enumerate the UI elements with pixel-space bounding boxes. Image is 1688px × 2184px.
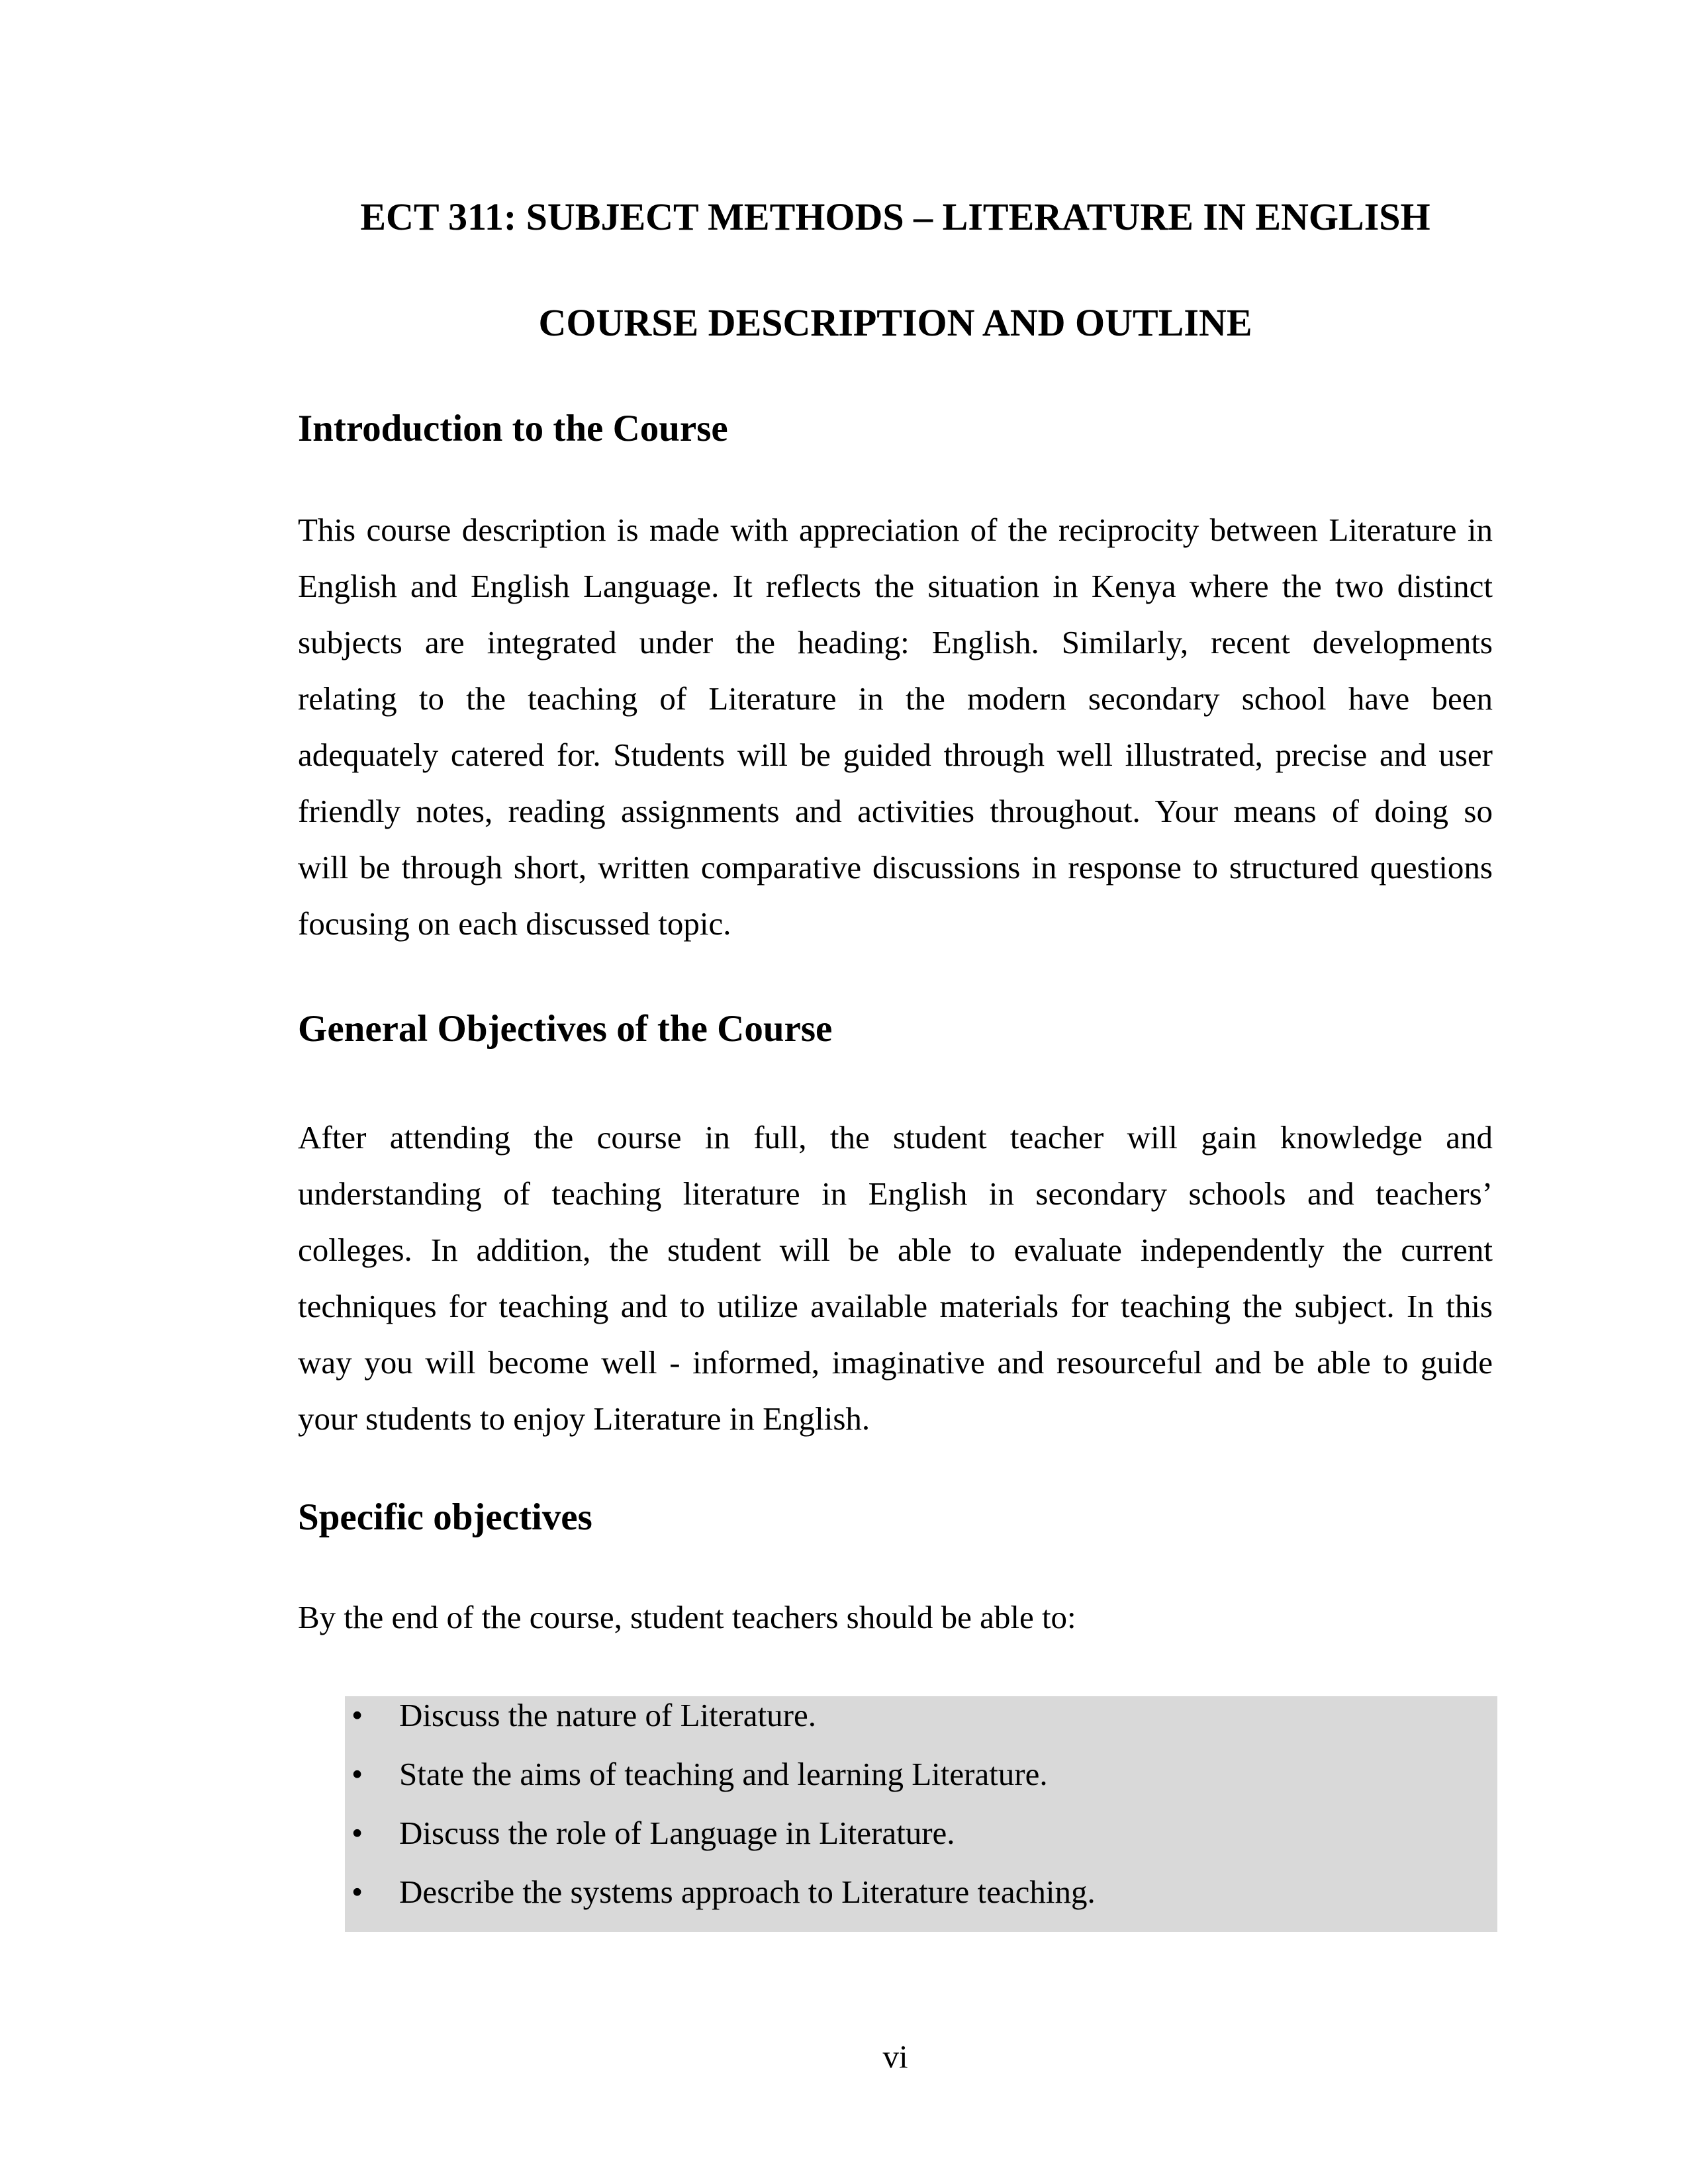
specific-objectives-intro-line: By the end of the course, student teachers should be able to: (298, 1599, 1076, 1635)
objective-text: Describe the systems approach to Literature teaching. (399, 1874, 1096, 1910)
text-line: This course description is made with appreciation of the reciprocity between Literature in (298, 512, 1493, 548)
objective-item (345, 1686, 1497, 1745)
objectives-list (345, 1686, 1497, 1921)
text-line: friendly notes, reading assignments and activities throughout. Your means of doing so (298, 793, 1493, 829)
text-line: techniques for teaching and to utilize available materials for teaching the subject. In this (298, 1288, 1493, 1324)
objective-item (345, 1803, 1497, 1862)
objective-text: State the aims of teaching and learning Literature. (399, 1756, 1048, 1792)
text-line: your students to enjoy Literature in English. (298, 1400, 870, 1437)
objective-text: Discuss the nature of Literature. (399, 1697, 816, 1733)
section-heading-introduction: Introduction to the Course (298, 408, 728, 449)
document-title: ECT 311: SUBJECT METHODS – LITERATURE IN ENGLISH (360, 195, 1430, 238)
paragraph-general-objectives (298, 1109, 1493, 1447)
text-line: After attending the course in full, the student teacher will gain knowledge and (298, 1119, 1493, 1156)
section-heading-specific-objectives: Specific objectives (298, 1496, 592, 1538)
objective-text: Discuss the role of Language in Literature. (399, 1815, 955, 1851)
paragraph-introduction (298, 502, 1493, 952)
text-line: will be through short, written comparative discussions in response to structured questions (298, 849, 1493, 886)
document-subtitle: COURSE DESCRIPTION AND OUTLINE (538, 301, 1252, 344)
objective-item (345, 1862, 1497, 1921)
objective-item (345, 1745, 1497, 1803)
objectives-highlight-box (345, 1696, 1497, 1932)
text-line: subjects are integrated under the heading: English. Similarly, recent developments (298, 624, 1493, 660)
text-line: understanding of teaching literature in English in secondary schools and teachers’ (298, 1175, 1493, 1212)
page-number: vi (882, 2038, 908, 2075)
text-line: adequately catered for. Students will be guided through well illustrated, precise and user (298, 737, 1493, 773)
text-line: focusing on each discussed topic. (298, 905, 731, 942)
text-line: English and English Language. It reflects the situation in Kenya where the two distinct (298, 568, 1493, 604)
section-heading-general-objectives: General Objectives of the Course (298, 1008, 833, 1050)
text-line: colleges. In addition, the student will be able to evaluate independently the current (298, 1232, 1493, 1268)
text-line: way you will become well - informed, imaginative and resourceful and be able to guide (298, 1344, 1493, 1381)
text-line: relating to the teaching of Literature in the modern secondary school have been (298, 680, 1493, 717)
